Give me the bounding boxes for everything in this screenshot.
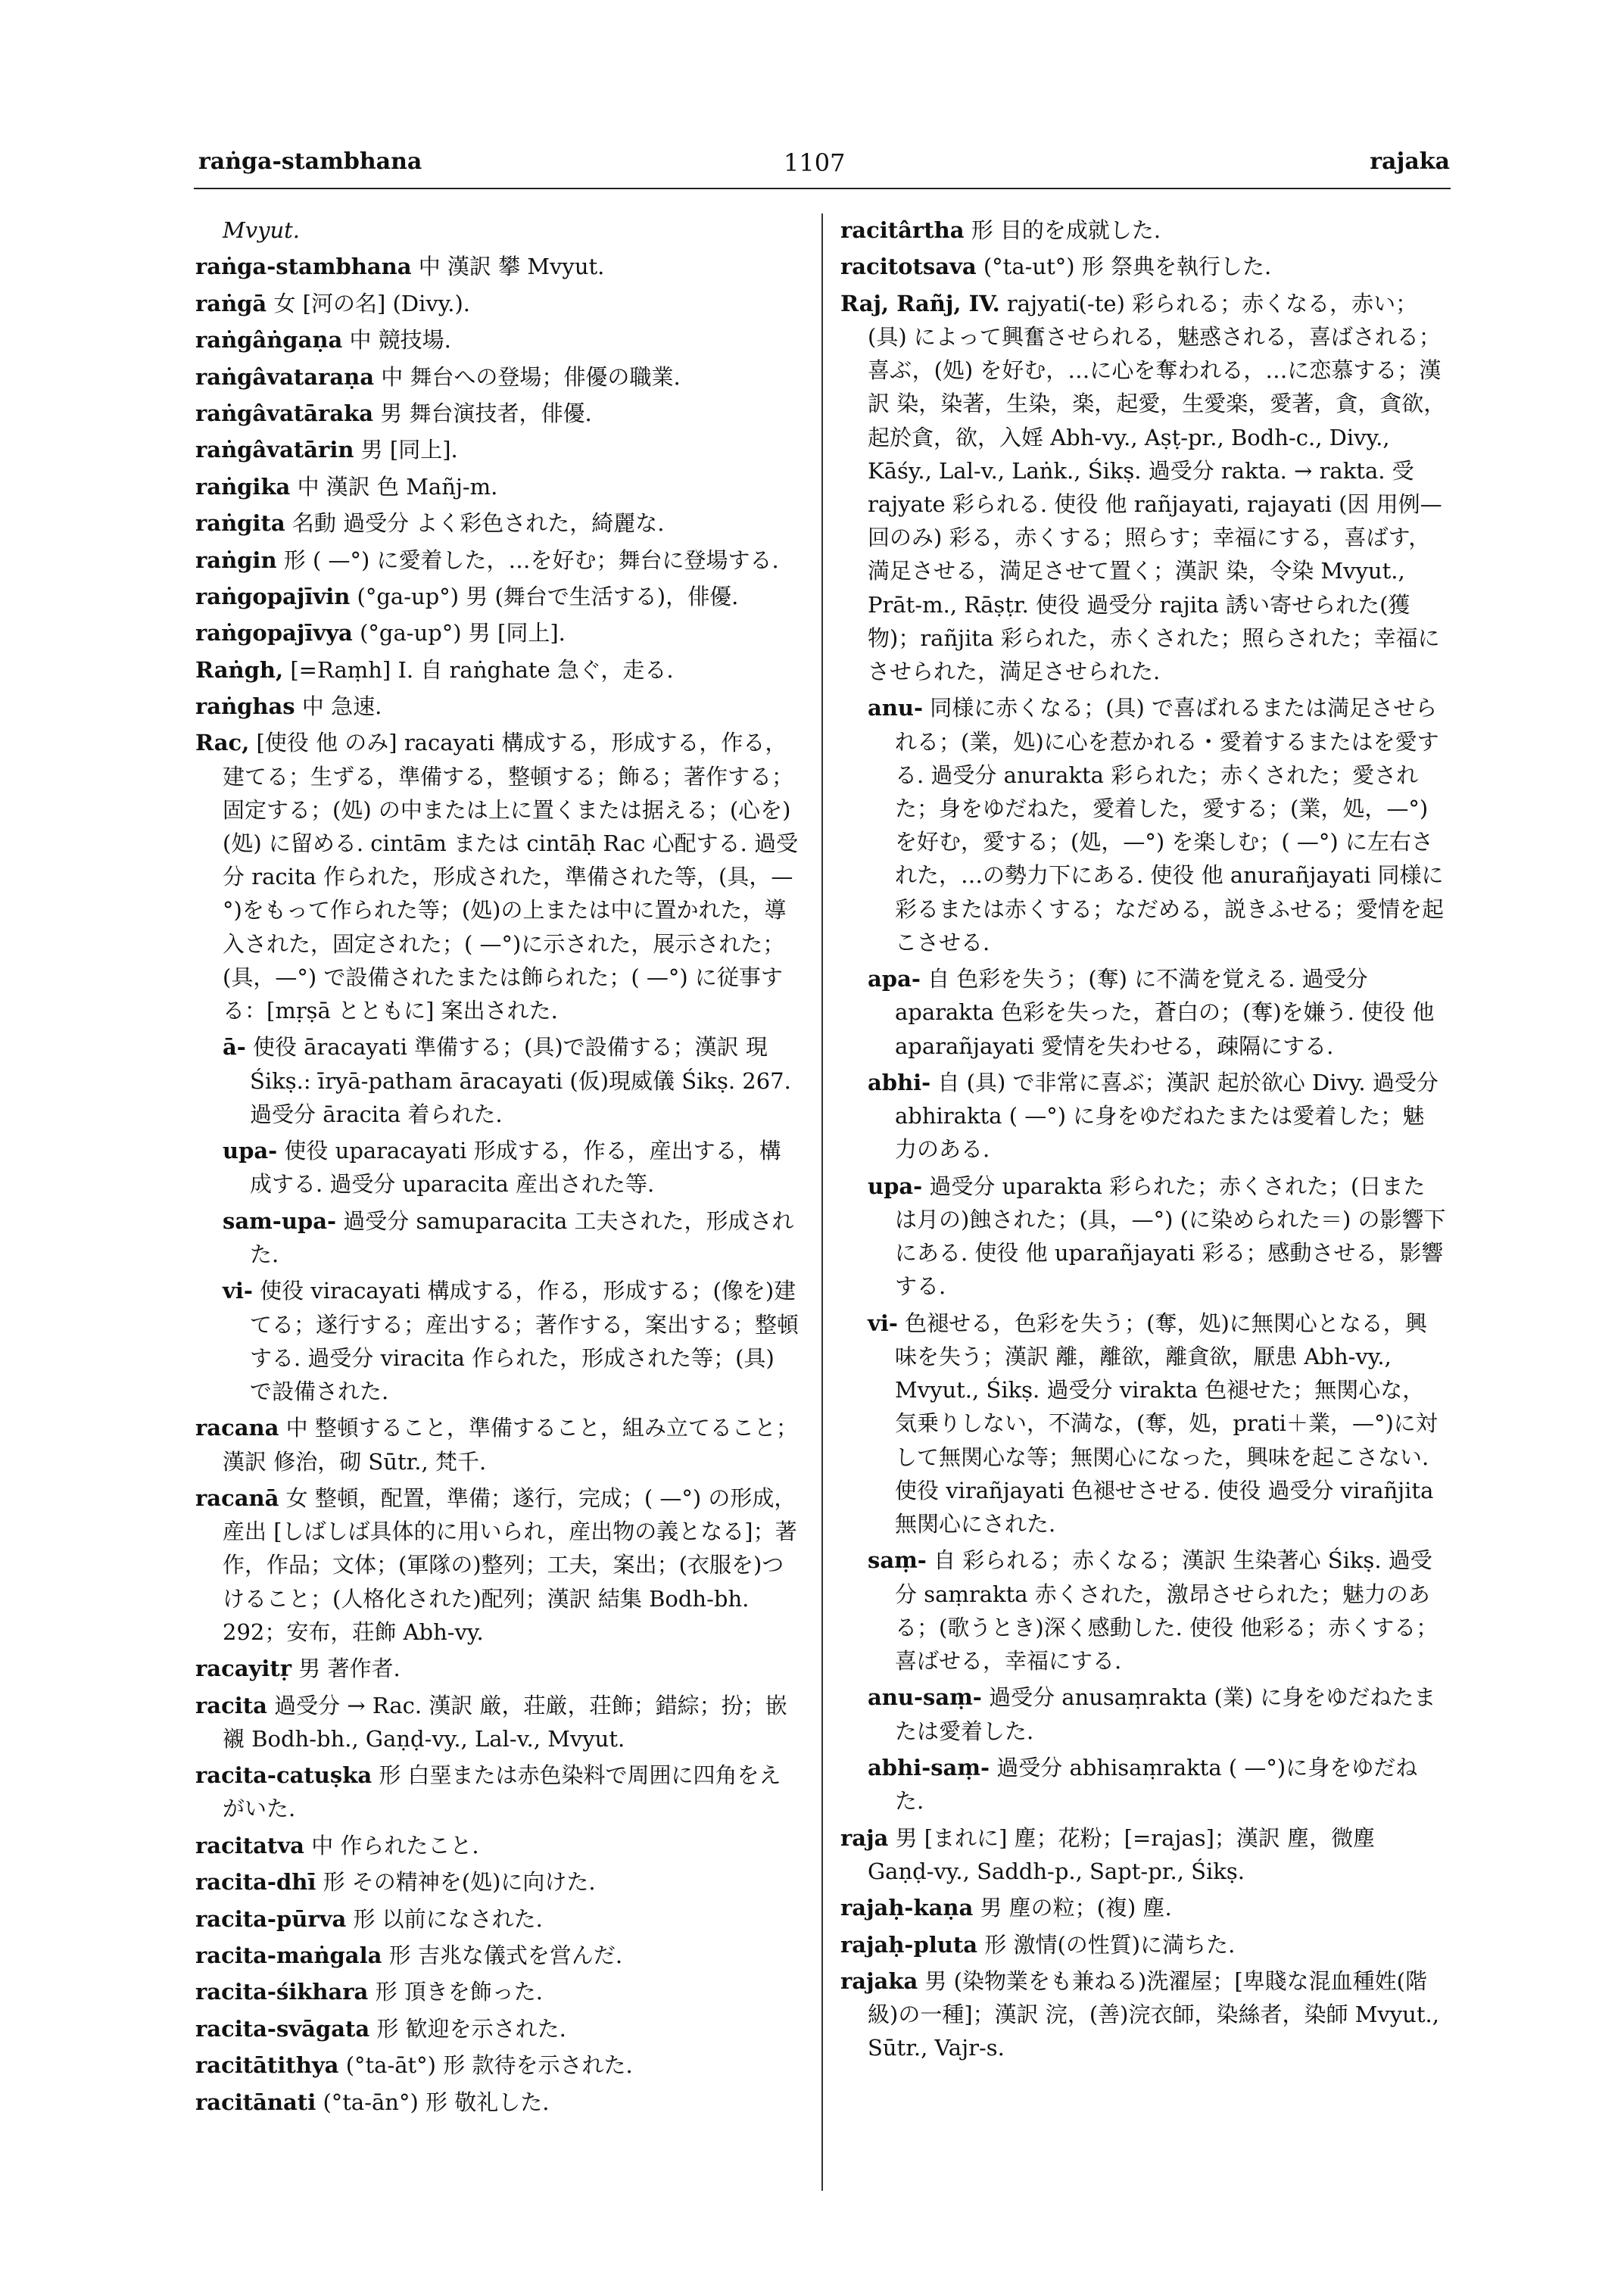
entry-definition: 使役 viracayati 構成する，作る，形成する；(像を)建てる；遂行する；産出する；著作する，案出する；整頓する. 過受分 viracita 作られた，形成された等；(具) で設備された.	[250, 1278, 800, 1405]
headword: racitatva	[195, 1832, 304, 1858]
dictionary-entry	[195, 1411, 801, 1478]
headword: raja	[840, 1824, 889, 1851]
dictionary-entry	[195, 2012, 801, 2045]
dictionary-entry	[840, 287, 1446, 688]
dictionary-entry	[840, 1964, 1446, 2065]
page-number: 1107	[784, 148, 846, 177]
headword: ā-	[223, 1034, 246, 1061]
dictionary-entry	[195, 726, 801, 1027]
headword: racita-pūrva	[195, 1905, 347, 1932]
entry-definition: 使役 uparacayati 形成する，作る，産出する，構成する. 過受分 uparacita 産出された等.	[250, 1138, 781, 1198]
entry-definition: 過受分 uparakta 彩られた；赤くされた；(日または月の)蝕された；(具，—°) (に染められた＝) の影響下にある. 使役 他 uparañjayati 彩る；感動させる，影響する.	[895, 1173, 1446, 1300]
entry-definition: (°ta-ān°) 形 敬礼した.	[323, 2089, 550, 2115]
headword: racana	[195, 1415, 279, 1441]
dictionary-entry	[195, 616, 801, 650]
headword: racita-catuṣka	[195, 1762, 372, 1789]
headword: upa-	[868, 1173, 923, 1199]
headword: Raṅgh,	[195, 656, 284, 683]
headword: rajaḥ-pluta	[840, 1931, 978, 1958]
dictionary-entry	[840, 1544, 1446, 1678]
dictionary-entry	[195, 1652, 801, 1685]
entry-definition: 形 頂きを飾った.	[375, 1979, 544, 2005]
entry-definition: 自 (具) で非常に喜ぶ；漢訳 起於欲心 Divy. 過受分 abhirakta ( —°) に身をゆだねたまたは愛着した；魅力のある.	[895, 1070, 1439, 1163]
headword: racita-śikhara	[195, 1979, 369, 2005]
dictionary-entry	[840, 962, 1446, 1063]
dictionary-entry	[840, 1170, 1446, 1304]
running-head-right: rajaka	[1370, 148, 1450, 175]
headword: raṅgâvatārin	[195, 437, 354, 463]
entry-definition: 同様に赤くなる；(具) で喜ばれるまたは満足させられる；(業，処)に心を惹かれる・愛着するまたはを愛する. 過受分 anurakta 彩られた；赤くされた；愛された；身をゆだねた，愛着した，愛する；(業，処，—°)を好む，愛する；(処，—°) を楽しむ；( —°) に左右された，…の勢力下にある. 使役 他 anurañjayati 同様に彩るまたは赤くする；なだめる，説きふせる；愛情を起こさせる.	[895, 695, 1445, 955]
entry-definition: 中 舞台への登場；俳優の職業.	[381, 363, 681, 390]
dictionary-entry	[195, 2086, 801, 2119]
entry-definition: 形 その精神を(処)に向けた.	[323, 1869, 596, 1896]
dictionary-entry	[840, 691, 1446, 959]
dictionary-entry	[195, 2048, 801, 2082]
dictionary-entry	[195, 1689, 801, 1756]
headword: racitârtha	[840, 217, 965, 243]
headword: sam-upa-	[223, 1207, 337, 1234]
headword: racita-maṅgala	[195, 1943, 382, 1969]
entry-definition: (°ta-āt°) 形 款待を示された.	[345, 2052, 633, 2079]
headword: raṅgā	[195, 290, 267, 316]
entry-definition: 中 漢訳 色 Mañj-m.	[297, 473, 498, 500]
dictionary-entry	[840, 1066, 1446, 1167]
headword: apa-	[868, 966, 921, 992]
right-column	[840, 213, 1446, 2068]
dictionary-entry	[840, 1891, 1446, 1924]
entry-definition: 過受分 abhisaṃrakta ( —°)に身をゆだねた.	[895, 1755, 1418, 1815]
entry-definition: 形 以前になされた.	[353, 1905, 543, 1932]
entry-definition: 中 急速.	[301, 693, 382, 720]
headword: anu-	[868, 695, 923, 721]
headword: racitotsava	[840, 254, 977, 280]
dictionary-entry	[195, 1975, 801, 2008]
entry-definition: Mvyut.	[223, 217, 301, 243]
headword: raṅgika	[195, 473, 291, 500]
dictionary-entry	[195, 544, 801, 577]
headword: racitātithya	[195, 2052, 339, 2079]
headword: racanā	[195, 1485, 279, 1512]
headword: vi-	[223, 1278, 253, 1304]
entry-definition: 過受分 → Rac. 漢訳 厳，荘厳，荘飾；錯綜；扮；嵌襯 Bodh-bh., Gaṇḍ-vy., Lal-v., Mvyut.	[223, 1692, 787, 1752]
dictionary-entry	[840, 1928, 1446, 1961]
entry-definition: 中 漢訳 攀 Mvyut.	[418, 254, 605, 280]
headword: racita-svāgata	[195, 2015, 370, 2042]
headword: saṃ-	[868, 1547, 927, 1574]
dictionary-entry	[195, 287, 801, 320]
entry-definition: 中 作られたこと.	[311, 1832, 479, 1858]
left-column	[195, 213, 801, 2122]
entry-definition: (°ga-up°) 男 [同上].	[360, 620, 566, 646]
entry-definition: 男 著作者.	[298, 1656, 401, 1682]
entry-definition: 形 白堊または赤色染料で周囲に四角をえがいた.	[223, 1762, 781, 1822]
entry-definition: 過受分 anusaṃrakta (業) に身をゆだねたまたは愛着した.	[895, 1684, 1436, 1744]
entry-definition: 形 吉兆な儀式を営んだ.	[388, 1943, 623, 1969]
entry-definition: 男 [まれに] 塵；花粉；[=rajas]；漢訳 塵，微塵 Gaṇḍ-vy., Saddh-p., Sapt-pr., Śikṣ.	[868, 1824, 1376, 1884]
dictionary-entry	[195, 1829, 801, 1862]
entry-definition: 形 ( —°) に愛着した，…を好む；舞台に登場する.	[283, 547, 779, 573]
dictionary-entry	[195, 470, 801, 503]
dictionary-entry	[195, 250, 801, 283]
running-head-left: raṅga-stambhana	[198, 148, 422, 175]
entry-definition: 名動 過受分 よく彩色された，綺麗な.	[291, 510, 665, 537]
headword: raṅgâvatāraka	[195, 400, 374, 426]
headword: abhi-saṃ-	[868, 1755, 990, 1781]
dictionary-entry	[195, 1759, 801, 1825]
headword: racitānati	[195, 2089, 316, 2115]
entry-definition: 中 整頓すること，準備すること，組み立てること；漢訳 修治，砌 Sūtr., 梵千.	[223, 1415, 798, 1475]
dictionary-entry	[195, 323, 801, 357]
header-rule	[194, 188, 1451, 189]
entry-definition: 男 舞台演技者，俳優.	[380, 400, 592, 426]
dictionary-entry	[840, 1821, 1446, 1888]
entry-definition: 使役 āracayati 準備する；(具)で設備する；漢訳 現 Śikṣ.: īryā-patham āracayati (仮)現威儀 Śikṣ. 267. 過受分 āracita 着られた.	[250, 1034, 791, 1127]
entry-definition: 男 [同上].	[360, 437, 458, 463]
headword: upa-	[223, 1138, 278, 1164]
dictionary-entry	[195, 1939, 801, 1972]
dictionary-entry	[840, 1751, 1446, 1818]
dictionary-entry	[195, 1274, 801, 1408]
headword: abhi-	[868, 1070, 931, 1096]
dictionary-entry	[195, 1865, 801, 1899]
headword: raṅgin	[195, 547, 277, 573]
headword: raṅgita	[195, 510, 285, 537]
headword: raṅga-stambhana	[195, 254, 412, 280]
dictionary-entry	[195, 580, 801, 613]
dictionary-entry	[840, 213, 1446, 247]
dictionary-entry	[195, 1134, 801, 1201]
entry-definition: 色褪せる，色彩を失う；(奪，処)に無関心となる，興味を失う；漢訳 離，離欲，離貪欲，厭患 Abh-vy., Mvyut., Śikṣ. 過受分 virakta 色褪せた；無関心な，気乗りしない，不満な，(奪，処，prati＋業，—°)に対して無関心な等；無関心になった，興味を起こさない. 使役 virañjayati 色褪せさせる. 使役 過受分 virañjita 無関心にされた.	[895, 1310, 1438, 1537]
headword: racita-dhī	[195, 1869, 316, 1896]
entry-definition: rajyati(-te) 彩られる；赤くなる，赤い；(具) によって興奮させられる，魅惑される，喜ばされる；喜ぶ，(処) を好む，…に心を奪われる，…に恋慕する；漢訳 染，染著，生染，楽，起愛，生愛楽，愛著，貪，貪欲，起於貪，欲，入婬 Abh-vy., Aṣṭ-pr., Bodh-c., Divy., Kāśy., Lal-v., Laṅk., Śikṣ. 過受分 rakta. → rakta. 受 rajyate 彩られる. 使役 他 rañjayati, rajayati (因 用例—回のみ) 彩る，赤くする；照らす；幸福にする，喜ばす，満足させる，満足させて置く；漢訳 染，令染 Mvyut., Prāt-m., Rāṣṭr. 使役 過受分 rajita 誘い寄せられた(獲物)；rañjita 彩られた，赤くされた；照らされた；幸福にさせられた，満足させられた.	[868, 290, 1446, 685]
headword: raṅghas	[195, 693, 295, 720]
dictionary-entry	[195, 1030, 801, 1131]
entry-definition: (°ta-ut°) 形 祭典を執行した.	[983, 254, 1272, 280]
entry-definition: 自 色彩を失う；(奪) に不満を覚える. 過受分 aparakta 色彩を失った，蒼白の；(奪)を嫌う. 使役 他 aparañjayati 愛情を失わせる，疎隔にする.	[895, 966, 1435, 1059]
headword: Rac,	[195, 730, 250, 756]
dictionary-entry	[840, 1307, 1446, 1541]
entry-definition: 過受分 samuparacita 工夫された，形成された.	[250, 1207, 794, 1268]
headword: rajaḥ-kaṇa	[840, 1895, 974, 1921]
headword: raṅgopajīvya	[195, 620, 353, 646]
entry-definition: 女 [河の名] (Divy.).	[273, 290, 471, 316]
entry-definition: [=Raṃh] I. 自 raṅghate 急ぐ，走る.	[290, 656, 674, 683]
entry-definition: [使役 他 のみ] racayati 構成する，形成する，作る，建てる；生ずる，準備する，整頓する；飾る；著作する；固定する；(処) の中または上に置くまたは据える；(心を) (処) に留める. cintām または cintāḥ Rac 心配する. 過受分 racita 作られた，形成された，準備された等，(具，—°)をもって作られた等；(処)の上または中に置かれた，導入された，固定された；( —°)に示された，展示された；(具，—°) で設備されたまたは飾られた；( —°) に従事する：[mṛṣā とともに] 案出された.	[223, 730, 799, 1024]
headword: racayitṛ	[195, 1656, 292, 1682]
dictionary-entry	[195, 506, 801, 540]
headword: anu-saṃ-	[868, 1684, 982, 1711]
dictionary-entry	[195, 433, 801, 466]
headword: raṅgâvataraṇa	[195, 363, 374, 390]
headword: rajaka	[840, 1967, 918, 1994]
column-divider	[821, 213, 823, 2191]
dictionary-entry	[195, 360, 801, 394]
entry-definition: 形 目的を成就した.	[971, 217, 1161, 243]
headword: raṅgâṅgaṇa	[195, 327, 343, 354]
headword: racita	[195, 1692, 267, 1718]
entry-definition: (°ga-up°) 男 (舞台で生活する)，俳優.	[357, 583, 739, 609]
dictionary-entry	[195, 1902, 801, 1936]
dictionary-entry	[195, 653, 801, 687]
headword: vi-	[868, 1310, 898, 1336]
dictionary-entry	[840, 1681, 1446, 1747]
entry-definition: 形 歓迎を示された.	[376, 2015, 566, 2042]
entry-definition: 男 塵の粒；(複) 塵.	[980, 1895, 1172, 1921]
dictionary-entry	[840, 250, 1446, 283]
headword: raṅgopajīvin	[195, 583, 351, 609]
entry-definition: 中 競技場.	[349, 327, 451, 354]
entry-definition: 形 激情(の性質)に満ちた.	[984, 1931, 1236, 1958]
entry-definition: 女 整頓，配置，準備；遂行，完成；( —°) の形成，産出 [しばしば具体的に用いられ，産出物の義となる]；著作，作品；文体；(軍隊の)整列；工夫，案出；(衣服を)つけること；(人格化された)配列；漢訳 結集 Bodh-bh. 292；安布，荘飾 Abh-vy.	[223, 1485, 797, 1645]
entry-definition: 自 彩られる；赤くなる；漢訳 生染著心 Śikṣ. 過受分 saṃrakta 赤くされた，激昂させられた；魅力のある；(歌うとき)深く感動した. 使役 他彩る；赤くする；喜ばせる，幸福にする.	[895, 1547, 1439, 1675]
dictionary-entry	[195, 1481, 801, 1649]
entry-definition: 男 (染物業をも兼ねる)洗濯屋；[卑賤な混血種姓(階級)の一種]；漢訳 浣，(善)浣衣師，染絲者，染師 Mvyut., Sūtr., Vajr-s.	[868, 1967, 1439, 2061]
headword: Raj, Rañj, IV.	[840, 290, 1000, 316]
dictionary-entry	[195, 397, 801, 430]
dictionary-entry	[195, 690, 801, 723]
dictionary-entry	[195, 213, 801, 247]
dictionary-entry	[195, 1204, 801, 1271]
